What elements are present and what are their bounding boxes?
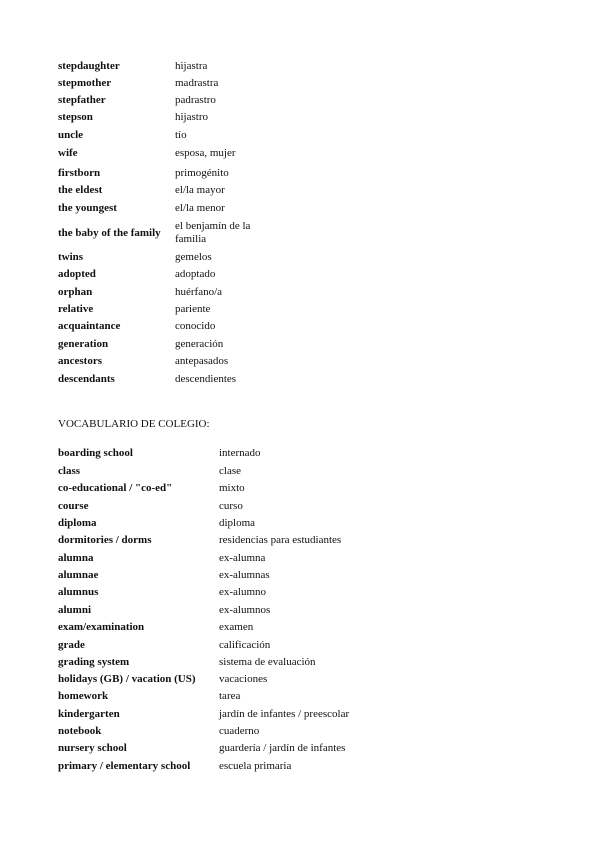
list-item [58,639,271,652]
english-term: kindergarten [58,708,120,720]
list-item [58,725,260,738]
list-item [58,517,256,530]
english-term: the eldest [58,184,103,196]
list-item [58,500,243,513]
spanish-term: conocido [175,320,216,332]
list-item [58,708,350,721]
english-term: alumnus [58,586,99,598]
spanish-term: el/la menor [175,202,225,214]
spanish-term: descendientes [175,373,237,385]
spanish-term: examen [219,621,254,633]
spanish-term: madrastra [175,77,219,89]
list-item [58,742,346,755]
english-term: alumnae [58,569,99,581]
spanish-term: adoptado [175,268,216,280]
list-item [58,534,342,547]
list-item [58,167,229,180]
english-term: descendants [58,373,115,385]
section-heading: VOCABULARIO DE COLEGIO: [58,418,210,430]
spanish-term: padrastro [175,94,216,106]
spanish-term: generación [175,338,224,350]
list-item [58,656,316,669]
english-term: adopted [58,268,96,280]
spanish-term: esposa, mujer [175,147,236,159]
spanish-term: huérfano/a [175,286,223,298]
spanish-term: diploma [219,517,256,529]
list-item [58,129,187,142]
english-term: alumni [58,604,92,616]
spanish-term: hijastra [175,60,208,72]
english-term: exam/examination [58,621,145,633]
list-item [58,251,212,264]
spanish-term: pariente [175,303,211,315]
english-term: stepson [58,111,93,123]
list-item [58,202,225,215]
english-term: nursery school [58,742,127,754]
list-item [58,77,219,90]
list-item [58,286,223,299]
english-term: generation [58,338,109,350]
english-term: stepfather [58,94,106,106]
spanish-term: residencias para estudiantes [219,534,342,546]
list-item [58,604,271,617]
list-item [58,147,236,160]
list-item [58,673,268,686]
english-term: boarding school [58,447,133,459]
english-term: diploma [58,517,97,529]
spanish-term: antepasados [175,355,229,367]
english-term: course [58,500,89,512]
spanish-term: el benjamín de la familia [175,220,251,245]
spanish-term: escuela primaria [219,760,292,772]
list-item [58,94,216,107]
list-item [58,482,245,495]
english-term: twins [58,251,84,263]
spanish-term: sistema de evaluación [219,656,316,668]
list-item [58,60,208,73]
english-term: homework [58,690,109,702]
spanish-term: cuaderno [219,725,260,737]
list-item [58,303,211,316]
list-item [58,373,237,386]
english-term: ancestors [58,355,102,367]
spanish-term: tío [175,129,187,141]
spanish-term: mixto [219,482,245,494]
list-item [58,690,241,703]
english-term: the baby of the family [58,227,161,239]
spanish-term: ex-alumnas [219,569,270,581]
english-term: stepmother [58,77,112,89]
english-term: uncle [58,129,84,141]
english-term: co-educational / "co-ed" [58,482,173,494]
spanish-term: internado [219,447,261,459]
english-term: dormitories / dorms [58,534,152,546]
english-term: notebook [58,725,102,737]
list-item [58,447,261,460]
list-item [58,465,241,478]
english-term: orphan [58,286,93,298]
spanish-term: tarea [219,690,241,702]
spanish-term: hijastro [175,111,208,123]
spanish-term: guardería / jardín de infantes [219,742,346,754]
spanish-term: vacaciones [219,673,268,685]
list-item [58,320,216,333]
english-term: holidays (GB) / vacation (US) [58,673,196,685]
english-term: relative [58,303,94,315]
list-item [58,111,208,124]
english-term: grade [58,639,85,651]
english-term: primary / elementary school [58,760,191,772]
list-item [58,184,225,197]
english-term: stepdaughter [58,60,120,72]
spanish-term: jardín de infantes / preescolar [219,708,350,720]
english-term: wife [58,147,78,159]
spanish-term: primogénito [175,167,229,179]
english-term: class [58,465,80,477]
english-term: firstborn [58,167,101,179]
list-item [58,268,216,281]
list-item [58,552,266,565]
english-term: acquaintance [58,320,121,332]
list-item [58,355,229,368]
spanish-term: clase [219,465,241,477]
list-item [58,569,270,582]
english-term: grading system [58,656,130,668]
list-item [58,586,267,599]
list-item [58,338,224,351]
list-item [58,760,292,773]
spanish-term: el/la mayor [175,184,225,196]
english-term: the youngest [58,202,117,214]
spanish-term: ex-alumnos [219,604,271,616]
spanish-term: calificación [219,639,271,651]
list-item [58,220,251,245]
list-item [58,621,254,634]
spanish-term: ex-alumna [219,552,266,564]
spanish-term: curso [219,500,243,512]
english-term: alumna [58,552,94,564]
spanish-term: ex-alumno [219,586,267,598]
spanish-term: gemelos [175,251,212,263]
